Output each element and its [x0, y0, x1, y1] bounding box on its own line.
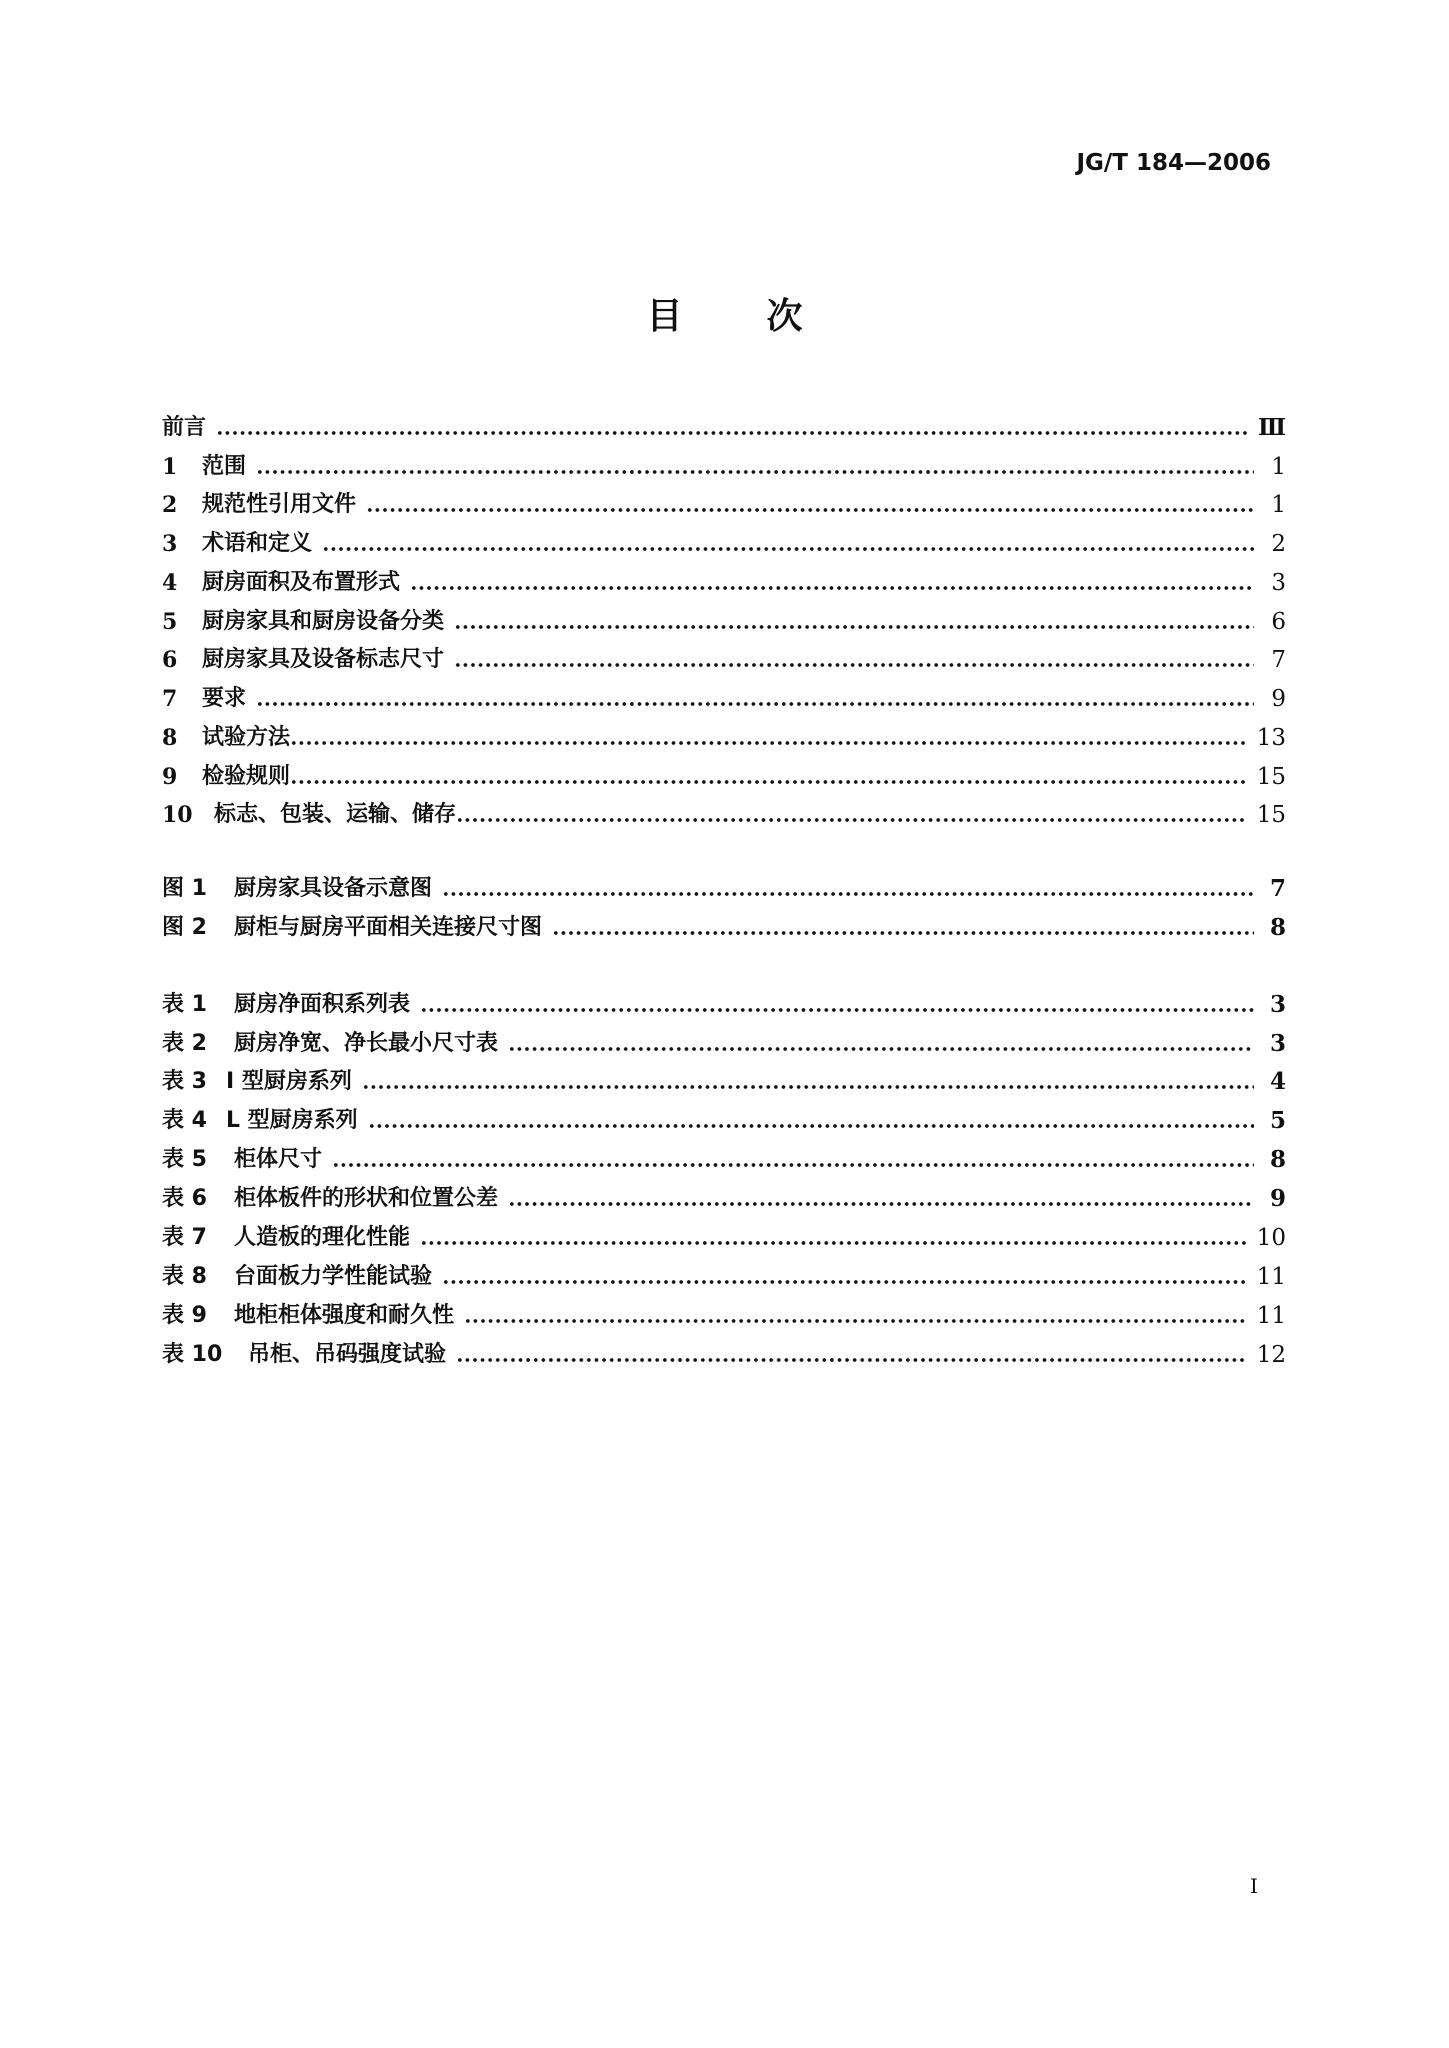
page-title — [0, 288, 1449, 339]
toc-entry-number: 8 — [162, 725, 178, 751]
toc-entry-table[interactable] — [162, 1301, 1286, 1331]
dot-leader — [366, 508, 1254, 512]
toc-entry-label: 厨房家具和厨房设备分类 — [202, 609, 445, 634]
dot-leader — [454, 663, 1254, 667]
toc-entry-label: 标志、包装、运输、储存 — [214, 802, 457, 827]
toc-entry-number: 表 3 — [162, 1069, 207, 1094]
toc-entry-number: 7 — [162, 686, 178, 712]
dot-leader — [256, 702, 1254, 706]
toc-entry-page: 1 — [1271, 454, 1286, 480]
toc-entry-number: 4 — [162, 570, 178, 596]
toc-entry-table[interactable] — [162, 1067, 1286, 1097]
toc-entry-table[interactable] — [162, 1223, 1286, 1253]
dot-leader — [454, 625, 1254, 629]
dot-leader — [420, 1008, 1254, 1012]
page-title-char-2: 次 — [766, 296, 803, 337]
dot-leader — [456, 818, 1247, 822]
toc-entry-table[interactable] — [162, 1145, 1286, 1175]
toc-entry-table[interactable] — [162, 1106, 1286, 1136]
toc-entry-table[interactable] — [162, 1184, 1286, 1214]
dot-leader — [322, 547, 1254, 551]
dot-leader — [290, 780, 1247, 784]
toc-entry-label: 厨房家具及设备标志尺寸 — [202, 647, 445, 672]
toc-entry-page: 5 — [1269, 1107, 1286, 1134]
toc-entry-page: 1 — [1271, 492, 1286, 518]
toc-entry-label: 厨房净面积系列表 — [234, 992, 411, 1017]
toc-entry-table[interactable] — [162, 1029, 1286, 1059]
toc-entry-section[interactable] — [162, 607, 1286, 637]
dot-leader — [368, 1124, 1254, 1128]
toc-entry-label: 地柜柜体强度和耐久性 — [234, 1303, 455, 1328]
toc-entry-page: 12 — [1256, 1342, 1286, 1368]
toc-entry-number: 图 1 — [162, 876, 207, 901]
toc-entry-label: L 型厨房系列 — [226, 1108, 358, 1133]
toc-entry-page: 3 — [1269, 1030, 1286, 1057]
toc-entry-page: 7 — [1269, 875, 1286, 902]
dot-leader — [456, 1358, 1247, 1362]
toc-entry-page: 10 — [1256, 1225, 1286, 1251]
toc-entry-figure[interactable] — [162, 874, 1286, 904]
toc-entry-page: 6 — [1271, 609, 1286, 635]
toc-entry-label: 柜体尺寸 — [234, 1147, 323, 1172]
dot-leader — [362, 1085, 1254, 1089]
toc-entry-page: 11 — [1256, 1303, 1286, 1329]
toc-entry-section[interactable] — [162, 645, 1286, 675]
toc-entry-label: 要求 — [202, 686, 247, 711]
standard-code: JG/T 184—2006 — [1076, 150, 1271, 176]
toc-entry-number: 表 1 — [162, 992, 207, 1017]
toc-entry-label: 台面板力学性能试验 — [234, 1264, 433, 1289]
toc-entry-page: 13 — [1256, 725, 1286, 751]
dot-leader — [420, 1241, 1247, 1245]
toc-entry-page: 11 — [1256, 1264, 1286, 1290]
toc-entry-section[interactable] — [162, 800, 1286, 830]
toc-entry-number: 表 7 — [162, 1225, 207, 1250]
toc-entry-label: 人造板的理化性能 — [234, 1225, 411, 1250]
toc-entry-number: 表 4 — [162, 1108, 207, 1133]
dot-leader — [256, 470, 1254, 474]
toc-entry-section[interactable] — [162, 568, 1286, 598]
toc-entry-label: 规范性引用文件 — [202, 492, 357, 517]
toc-entry-number: 表 2 — [162, 1031, 207, 1056]
toc-entry-label: I 型厨房系列 — [226, 1069, 352, 1094]
toc-entry-section[interactable] — [162, 762, 1286, 792]
toc-entry-page: 15 — [1256, 802, 1286, 828]
toc-entry-section[interactable] — [162, 529, 1286, 559]
toc-entry-number: 6 — [162, 647, 178, 673]
toc-entry-page: 2 — [1271, 531, 1286, 557]
dot-leader — [508, 1202, 1254, 1206]
dot-leader — [410, 586, 1254, 590]
toc-entry-number: 表 8 — [162, 1264, 207, 1289]
dot-leader — [216, 431, 1248, 435]
toc-entry-label: 术语和定义 — [202, 531, 313, 556]
toc-entry-page: 8 — [1269, 1146, 1286, 1173]
toc-entry-number: 10 — [162, 802, 193, 828]
toc-entry-number: 3 — [162, 531, 178, 557]
toc-entry-label: 厨房家具设备示意图 — [234, 876, 433, 901]
page-title-char-1: 目 — [646, 296, 683, 337]
toc-entry-label: 前言 — [162, 415, 207, 440]
toc-entry-section[interactable] — [162, 723, 1286, 753]
page-number: I — [1250, 1874, 1258, 1898]
toc-entry-number: 9 — [162, 764, 178, 790]
toc-entry-number: 表 10 — [162, 1342, 223, 1367]
toc-entry-label: 吊柜、吊码强度试验 — [248, 1342, 447, 1367]
toc-entry-page: 7 — [1271, 647, 1286, 673]
toc-entry-label: 柜体板件的形状和位置公差 — [234, 1186, 499, 1211]
toc-entry-table[interactable] — [162, 1340, 1286, 1370]
toc-entry-page: 3 — [1271, 570, 1286, 596]
toc-entry-number: 2 — [162, 492, 178, 518]
dot-leader — [442, 1280, 1247, 1284]
toc-entry-foreword[interactable] — [162, 413, 1286, 443]
toc-entry-number: 5 — [162, 609, 178, 635]
toc-entry-section[interactable] — [162, 452, 1286, 482]
toc-entry-page: 9 — [1271, 686, 1286, 712]
toc-entry-number: 表 5 — [162, 1147, 207, 1172]
toc-entry-page: 9 — [1269, 1185, 1286, 1212]
dot-leader — [552, 931, 1254, 935]
toc-entry-label: 范围 — [202, 454, 247, 479]
toc-entry-section[interactable] — [162, 490, 1286, 520]
toc-entry-page: 4 — [1269, 1068, 1286, 1095]
toc-entry-page: 15 — [1256, 764, 1286, 790]
toc-entry-page: Ⅲ — [1257, 414, 1286, 441]
toc-entry-label: 检验规则 — [202, 764, 291, 789]
toc-entry-label: 厨柜与厨房平面相关连接尺寸图 — [234, 915, 543, 940]
dot-leader — [508, 1047, 1254, 1051]
dot-leader — [332, 1163, 1254, 1167]
dot-leader — [442, 892, 1254, 896]
toc-entry-page: 3 — [1269, 991, 1286, 1018]
toc-entry-page: 8 — [1269, 914, 1286, 941]
dot-leader — [464, 1319, 1247, 1323]
toc-entry-number: 1 — [162, 454, 178, 480]
toc-entry-section[interactable] — [162, 684, 1286, 714]
toc-entry-table[interactable] — [162, 990, 1286, 1020]
toc-entry-number: 图 2 — [162, 915, 207, 940]
toc-entry-label: 试验方法 — [202, 725, 291, 750]
toc-entry-number: 表 9 — [162, 1303, 207, 1328]
toc-entry-figure[interactable] — [162, 913, 1286, 943]
toc-entry-number: 表 6 — [162, 1186, 207, 1211]
toc-entry-table[interactable] — [162, 1262, 1286, 1292]
toc-entry-label: 厨房净宽、净长最小尺寸表 — [234, 1031, 499, 1056]
toc-entry-label: 厨房面积及布置形式 — [202, 570, 401, 595]
dot-leader — [290, 741, 1247, 745]
